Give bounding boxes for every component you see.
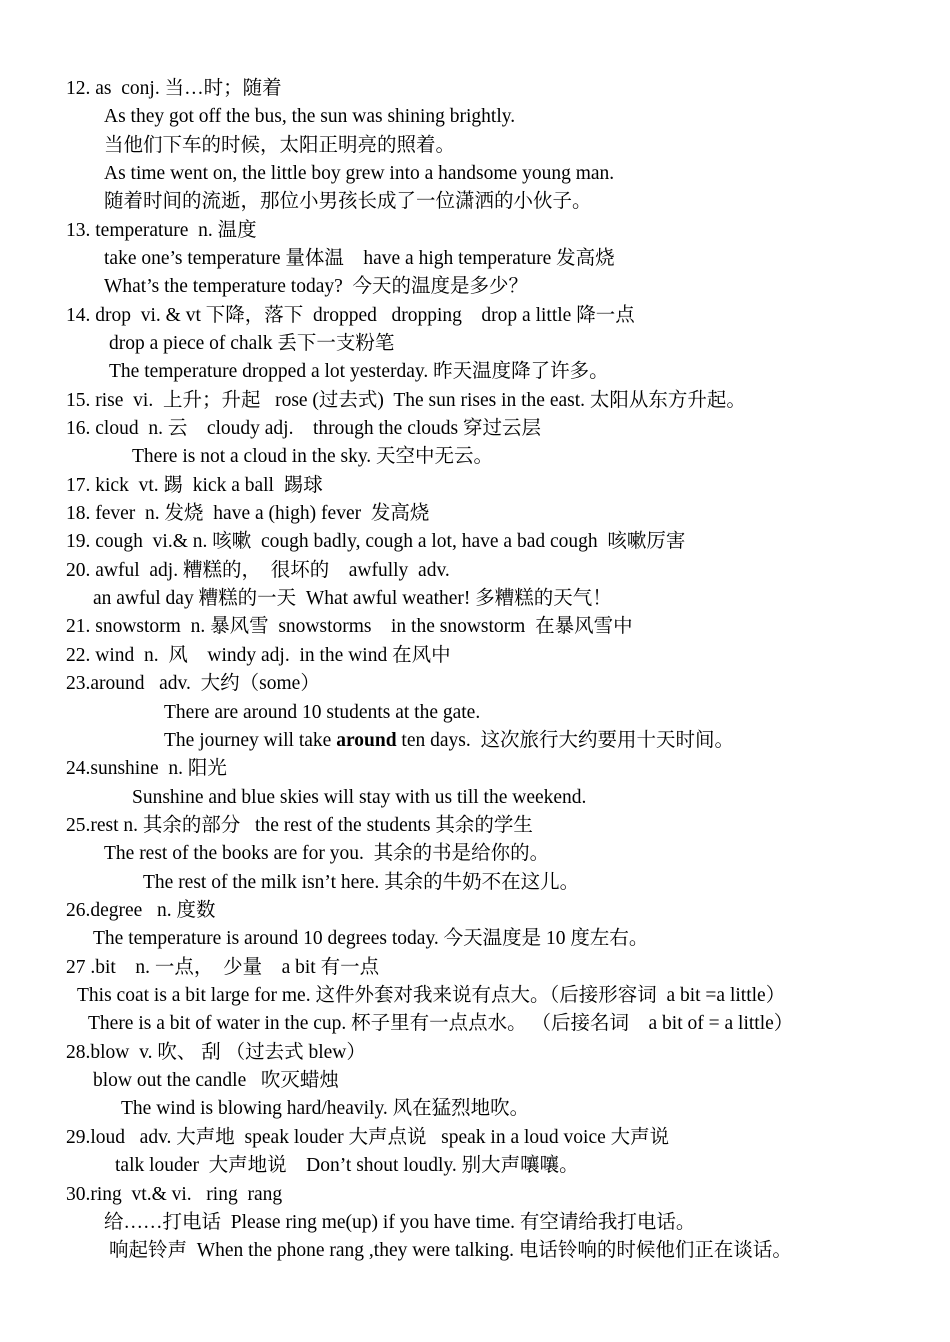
- bold-keyword: around: [336, 730, 397, 751]
- entry-21-heading: 21. snowstorm n. 暴风雪 snowstorms in the snowstorm 在暴风雪中: [66, 616, 633, 637]
- example-phrase: drop a piece of chalk 丢下一支粉笔: [109, 333, 395, 354]
- example-phrase: an awful day 糟糕的一天 What awful weather! 多糟糕的天气！: [93, 588, 612, 609]
- entry-14-heading: 14. drop vi. & vt 下降，落下 dropped dropping drop a little 降一点: [66, 305, 635, 326]
- entry-27-heading: 27 .bit n. 一点， 少量 a bit 有一点: [66, 957, 380, 978]
- example-translation: 随着时间的流逝，那位小男孩长成了一位潇洒的小伙子。: [104, 191, 592, 212]
- entry-30-heading: 30.ring vt.& vi. ring rang: [66, 1184, 283, 1205]
- entry-26-heading: 26.degree n. 度数: [66, 900, 216, 921]
- example-phrase: blow out the candle 吹灭蜡烛: [93, 1070, 339, 1091]
- example-sentence: The wind is blowing hard/heavily. 风在猛烈地吹。: [121, 1098, 530, 1119]
- entry-15-heading: 15. rise vi. 上升；升起 rose (过去式) The sun rises in the east. 太阳从东方升起。: [66, 390, 746, 411]
- entry-25-heading: 25.rest n. 其余的部分 the rest of the students 其余的学生: [66, 815, 533, 836]
- entry-12-heading: 12. as conj. 当…时；随着: [66, 78, 282, 99]
- example-phrase: take one’s temperature 量体温 have a high temperature 发高烧: [104, 248, 615, 269]
- entry-22-heading: 22. wind n. 风 windy adj. in the wind 在风中: [66, 645, 451, 666]
- example-sentence: As time went on, the little boy grew into a handsome young man.: [104, 163, 615, 184]
- example-sentence: Sunshine and blue skies will stay with us till the weekend.: [132, 787, 587, 808]
- example-translation: 当他们下车的时候，太阳正明亮的照着。: [104, 135, 456, 156]
- example-sentence: There is not a cloud in the sky. 天空中无云。: [132, 446, 494, 467]
- example-sentence: As they got off the bus, the sun was shining brightly.: [104, 106, 516, 127]
- entry-24-heading: 24.sunshine n. 阳光: [66, 758, 227, 779]
- entry-29-heading: 29.loud adv. 大声地 speak louder 大声点说 speak in a loud voice 大声说: [66, 1127, 670, 1148]
- entry-13-heading: 13. temperature n. 温度: [66, 220, 257, 241]
- example-sentence: [164, 727, 734, 755]
- example-sentence: What’s the temperature today? 今天的温度是多少？: [104, 276, 529, 297]
- example-phrase: talk louder 大声地说 Don’t shout loudly. 别大声嚷嚷。: [115, 1155, 579, 1176]
- entry-20-heading: 20. awful adj. 糟糕的， 很坏的 awfully adv.: [66, 560, 450, 581]
- example-sentence: 给……打电话 Please ring me(up) if you have time. 有空请给我打电话。: [104, 1212, 696, 1233]
- sentence-part: ten days. 这次旅行大约要用十天时间。: [396, 730, 734, 751]
- example-sentence: 响起铃声 When the phone rang ,they were talking. 电话铃响的时候他们正在谈话。: [109, 1240, 792, 1261]
- example-sentence: The rest of the milk isn’t here. 其余的牛奶不在这儿。: [143, 872, 580, 893]
- entry-28-heading: 28.blow v. 吹、 刮 （过去式 blew）: [66, 1042, 366, 1063]
- example-sentence: There is a bit of water in the cup. 杯子里有一点点水。 （后接名词 a bit of = a little）: [88, 1013, 794, 1034]
- entry-18-heading: 18. fever n. 发烧 have a (high) fever 发高烧: [66, 503, 430, 524]
- example-sentence: The temperature dropped a lot yesterday. 昨天温度降了许多。: [109, 361, 609, 382]
- example-sentence: The rest of the books are for you. 其余的书是给你的。: [104, 843, 550, 864]
- example-sentence: This coat is a bit large for me. 这件外套对我来说有点大。（后接形容词 a bit =a little）: [77, 985, 786, 1006]
- sentence-part: The journey will take: [164, 730, 337, 751]
- example-sentence: The temperature is around 10 degrees today. 今天温度是 10 度左右。: [93, 928, 649, 949]
- entry-17-heading: 17. kick vt. 踢 kick a ball 踢球: [66, 475, 323, 496]
- entry-16-heading: 16. cloud n. 云 cloudy adj. through the clouds 穿过云层: [66, 418, 541, 439]
- example-sentence: There are around 10 students at the gate.: [164, 702, 481, 723]
- entry-19-heading: 19. cough vi.& n. 咳嗽 cough badly, cough a lot, have a bad cough 咳嗽厉害: [66, 531, 686, 552]
- entry-23-heading: 23.around adv. 大约（some）: [66, 673, 320, 694]
